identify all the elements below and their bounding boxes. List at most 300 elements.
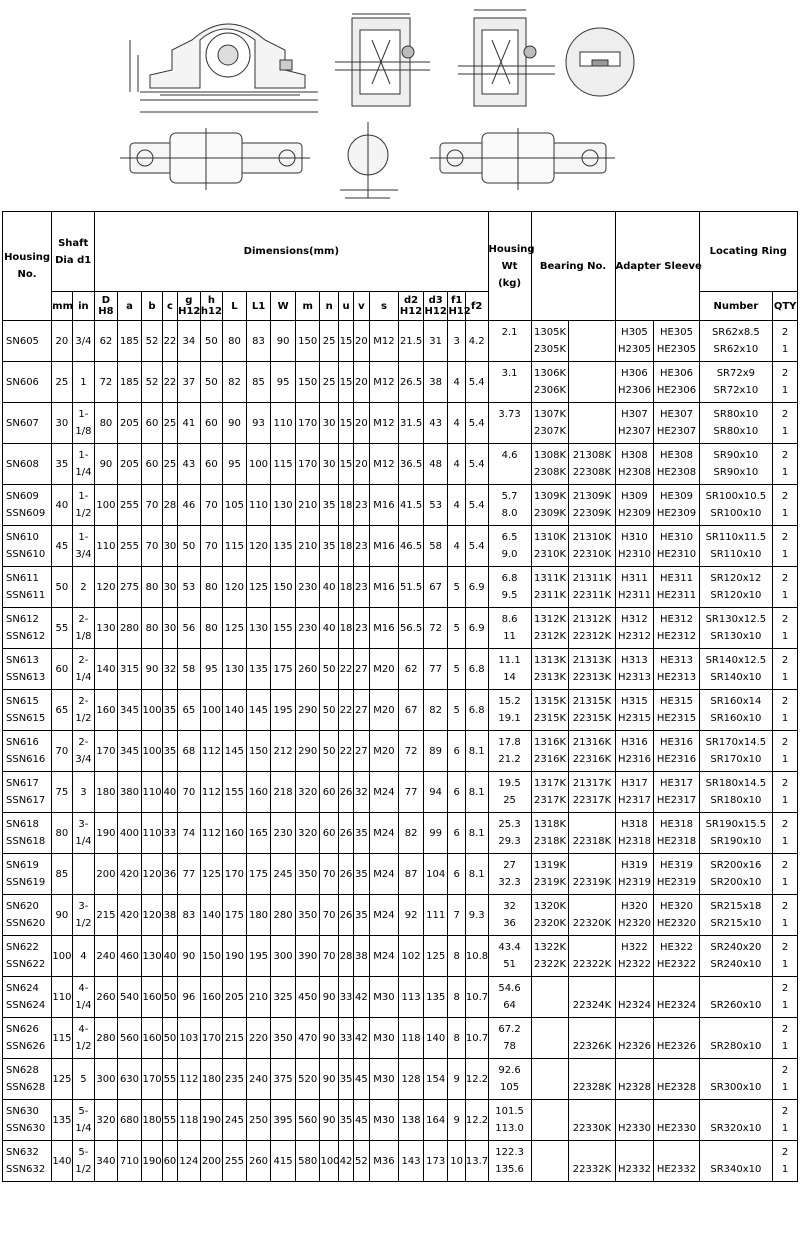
cell-g: 77 (178, 854, 201, 895)
cell-in: 2-1/8 (72, 608, 95, 649)
cell-f2: 12.2 (465, 1100, 488, 1141)
cell-as1: H312 H2312 (615, 608, 654, 649)
cell-brg1: 1308K 2308K (531, 444, 569, 485)
cell-f1: 3 (448, 321, 465, 362)
cell-as2: HE313 HE2313 (654, 649, 699, 690)
cell-D: 140 (95, 649, 118, 690)
cell-h: 160 (200, 977, 223, 1018)
cell-u: 15 (338, 321, 353, 362)
cell-mm: 30 (52, 403, 72, 444)
cell-s: M16 (369, 485, 399, 526)
cell-n: 30 (320, 444, 338, 485)
cell-b: 120 (142, 854, 162, 895)
cell-L1: 150 (246, 731, 271, 772)
cell-c: 28 (162, 485, 177, 526)
cell-brg1: 1322K 2322K (531, 936, 569, 977)
cell-m: 290 (295, 690, 320, 731)
cell-W: 212 (271, 731, 296, 772)
cell-f2: 8.1 (465, 854, 488, 895)
cell-housing: SN620 SSN620 (3, 895, 52, 936)
cell-L: 80 (223, 321, 247, 362)
cell-n: 30 (320, 403, 338, 444)
cell-b: 60 (142, 403, 162, 444)
cell-n: 40 (320, 567, 338, 608)
cell-c: 40 (162, 772, 177, 813)
cell-b: 160 (142, 1018, 162, 1059)
cell-as2: HE310 HE2310 (654, 526, 699, 567)
cell-brg2: 21316K 22316K (569, 731, 615, 772)
cell-brg2: 22320K (569, 895, 615, 936)
cell-a: 680 (117, 1100, 142, 1141)
cell-d3: 82 (423, 690, 448, 731)
header-L: L (223, 292, 247, 321)
cell-wt: 54.6 64 (488, 977, 531, 1018)
cell-D: 90 (95, 444, 118, 485)
header-adapter: Adapter Sleeve (615, 212, 699, 321)
cell-m: 170 (295, 444, 320, 485)
table-row (3, 854, 798, 895)
cell-brg2: 22328K (569, 1059, 615, 1100)
cell-brg1 (531, 1141, 569, 1182)
header-d2: d2 H12 (399, 292, 424, 321)
cell-wt: 17.8 21.2 (488, 731, 531, 772)
cell-n: 70 (320, 854, 338, 895)
cell-W: 218 (271, 772, 296, 813)
cell-c: 30 (162, 567, 177, 608)
cell-d2: 56.5 (399, 608, 424, 649)
cell-f2: 10.7 (465, 1018, 488, 1059)
cell-as2: HE308 HE2308 (654, 444, 699, 485)
cell-L1: 130 (246, 608, 271, 649)
table-row (3, 362, 798, 403)
cell-g: 56 (178, 608, 201, 649)
cell-W: 90 (271, 321, 296, 362)
cell-s: M30 (369, 1018, 399, 1059)
cell-L: 205 (223, 977, 247, 1018)
cell-d3: 77 (423, 649, 448, 690)
cell-qty: 2 1 (773, 1141, 798, 1182)
cell-brg2: 21310K 22310K (569, 526, 615, 567)
cell-f2: 6.9 (465, 567, 488, 608)
cell-u: 18 (338, 526, 353, 567)
cell-D: 260 (95, 977, 118, 1018)
cell-in: 4-1/4 (72, 977, 95, 1018)
cell-d3: 111 (423, 895, 448, 936)
cell-L: 120 (223, 567, 247, 608)
cell-housing: SN622 SSN622 (3, 936, 52, 977)
cell-wt: 3.1 (488, 362, 531, 403)
cell-brg2: 21312K 22312K (569, 608, 615, 649)
cell-v: 38 (354, 936, 369, 977)
cell-v: 23 (354, 608, 369, 649)
cell-in: 4-1/2 (72, 1018, 95, 1059)
cell-mm: 80 (52, 813, 72, 854)
cell-f1: 4 (448, 444, 465, 485)
cell-housing: SN611 SSN611 (3, 567, 52, 608)
cell-c: 55 (162, 1059, 177, 1100)
cell-in: 3-1/2 (72, 895, 95, 936)
cell-h: 70 (200, 485, 223, 526)
cell-W: 230 (271, 813, 296, 854)
cell-g: 83 (178, 895, 201, 936)
cell-as2: HE320 HE2320 (654, 895, 699, 936)
cell-h: 100 (200, 690, 223, 731)
cell-in: 2 (72, 567, 95, 608)
cell-L1: 165 (246, 813, 271, 854)
cell-u: 22 (338, 649, 353, 690)
cell-h: 50 (200, 362, 223, 403)
cell-W: 350 (271, 1018, 296, 1059)
cell-W: 395 (271, 1100, 296, 1141)
cell-c: 38 (162, 895, 177, 936)
cell-in: 1-3/4 (72, 526, 95, 567)
cell-brg2: 21317K 22317K (569, 772, 615, 813)
cell-qty: 2 1 (773, 690, 798, 731)
cell-mm: 35 (52, 444, 72, 485)
header-u: u (338, 292, 353, 321)
cell-L: 170 (223, 854, 247, 895)
cell-a: 460 (117, 936, 142, 977)
table-row (3, 731, 798, 772)
cell-W: 135 (271, 526, 296, 567)
cell-h: 95 (200, 649, 223, 690)
cell-f1: 4 (448, 485, 465, 526)
cell-f2: 8.1 (465, 772, 488, 813)
cell-brg2: 22318K (569, 813, 615, 854)
cell-g: 53 (178, 567, 201, 608)
cell-mm: 135 (52, 1100, 72, 1141)
cell-m: 210 (295, 526, 320, 567)
cell-b: 110 (142, 772, 162, 813)
cell-f1: 8 (448, 1018, 465, 1059)
cell-f2: 6.9 (465, 608, 488, 649)
cell-qty: 2 1 (773, 321, 798, 362)
cell-W: 325 (271, 977, 296, 1018)
cell-wt: 101.5 113.0 (488, 1100, 531, 1141)
cell-u: 26 (338, 772, 353, 813)
cell-housing: SN610 SSN610 (3, 526, 52, 567)
table-row (3, 649, 798, 690)
cell-ring: SR215x18 SR215x10 (699, 895, 773, 936)
cell-c: 60 (162, 1141, 177, 1182)
cell-a: 420 (117, 854, 142, 895)
cell-W: 245 (271, 854, 296, 895)
cell-d2: 118 (399, 1018, 424, 1059)
cell-m: 520 (295, 1059, 320, 1100)
cell-h: 170 (200, 1018, 223, 1059)
cell-d2: 82 (399, 813, 424, 854)
cell-d2: 62 (399, 649, 424, 690)
cell-L: 235 (223, 1059, 247, 1100)
cell-L1: 195 (246, 936, 271, 977)
cell-ring: SR130x12.5 SR130x10 (699, 608, 773, 649)
cell-wt: 2.1 (488, 321, 531, 362)
table-row (3, 567, 798, 608)
cell-as2: HE2324 (654, 977, 699, 1018)
cell-D: 72 (95, 362, 118, 403)
cell-m: 230 (295, 567, 320, 608)
cell-W: 195 (271, 690, 296, 731)
cell-wt: 11.1 14 (488, 649, 531, 690)
cell-L1: 110 (246, 485, 271, 526)
header-a: a (117, 292, 142, 321)
cell-n: 25 (320, 362, 338, 403)
cell-c: 30 (162, 608, 177, 649)
cell-a: 420 (117, 895, 142, 936)
cell-m: 260 (295, 649, 320, 690)
cell-d3: 99 (423, 813, 448, 854)
cell-brg1: 1310K 2310K (531, 526, 569, 567)
cell-brg1 (531, 1018, 569, 1059)
cell-h: 200 (200, 1141, 223, 1182)
cell-wt: 92.6 105 (488, 1059, 531, 1100)
cell-v: 23 (354, 567, 369, 608)
cell-ring: SR240x20 SR240x10 (699, 936, 773, 977)
cell-brg1 (531, 1059, 569, 1100)
cell-brg2: 22324K (569, 977, 615, 1018)
cell-v: 35 (354, 895, 369, 936)
cell-in: 5-1/4 (72, 1100, 95, 1141)
cell-L: 155 (223, 772, 247, 813)
cell-housing: SN628 SSN628 (3, 1059, 52, 1100)
cell-n: 100 (320, 1141, 338, 1182)
table-row (3, 321, 798, 362)
cell-D: 320 (95, 1100, 118, 1141)
cell-in: 2-1/4 (72, 649, 95, 690)
cell-mm: 85 (52, 854, 72, 895)
cell-in: 2-1/2 (72, 690, 95, 731)
cell-s: M36 (369, 1141, 399, 1182)
cell-as1: H309 H2309 (615, 485, 654, 526)
cell-D: 190 (95, 813, 118, 854)
cell-m: 390 (295, 936, 320, 977)
cell-f1: 9 (448, 1100, 465, 1141)
cell-wt: 4.6 (488, 444, 531, 485)
cell-n: 40 (320, 608, 338, 649)
cell-brg2: 22322K (569, 936, 615, 977)
cell-wt: 6.5 9.0 (488, 526, 531, 567)
cell-in: 1 (72, 362, 95, 403)
cell-as2: HE306 HE2306 (654, 362, 699, 403)
cell-qty: 2 1 (773, 649, 798, 690)
cell-D: 100 (95, 485, 118, 526)
cell-mm: 90 (52, 895, 72, 936)
cell-L: 140 (223, 690, 247, 731)
cell-c: 32 (162, 649, 177, 690)
cell-d2: 31.5 (399, 403, 424, 444)
cell-v: 45 (354, 1100, 369, 1141)
cell-ring: SR72x9 SR72x10 (699, 362, 773, 403)
cell-s: M24 (369, 895, 399, 936)
cell-v: 42 (354, 1018, 369, 1059)
cell-as1: H311 H2311 (615, 567, 654, 608)
cell-m: 170 (295, 403, 320, 444)
cell-in: 3-1/4 (72, 813, 95, 854)
cell-n: 50 (320, 649, 338, 690)
cell-housing: SN612 SSN612 (3, 608, 52, 649)
cell-n: 50 (320, 690, 338, 731)
cell-ring: SR160x14 SR160x10 (699, 690, 773, 731)
cell-qty: 2 1 (773, 567, 798, 608)
cell-W: 175 (271, 649, 296, 690)
cell-m: 560 (295, 1100, 320, 1141)
table-row (3, 690, 798, 731)
cell-f1: 9 (448, 1059, 465, 1100)
cell-housing: SN613 SSN613 (3, 649, 52, 690)
cell-g: 74 (178, 813, 201, 854)
cell-wt: 122.3 135.6 (488, 1141, 531, 1182)
cell-D: 240 (95, 936, 118, 977)
cell-d3: 135 (423, 977, 448, 1018)
cell-h: 112 (200, 731, 223, 772)
header-mm: mm (52, 292, 72, 321)
cell-f1: 6 (448, 731, 465, 772)
cell-L1: 125 (246, 567, 271, 608)
cell-qty: 2 1 (773, 895, 798, 936)
cell-D: 170 (95, 731, 118, 772)
cell-L1: 83 (246, 321, 271, 362)
cell-d3: 48 (423, 444, 448, 485)
table-row (3, 444, 798, 485)
cell-s: M24 (369, 772, 399, 813)
cell-brg1: 1316K 2316K (531, 731, 569, 772)
cell-L: 145 (223, 731, 247, 772)
cell-L: 215 (223, 1018, 247, 1059)
cell-mm: 50 (52, 567, 72, 608)
header-wt: Housing Wt (kg) (488, 212, 531, 321)
table-row (3, 485, 798, 526)
cell-L: 190 (223, 936, 247, 977)
cell-u: 33 (338, 977, 353, 1018)
cell-a: 345 (117, 731, 142, 772)
table-row (3, 1018, 798, 1059)
cell-n: 50 (320, 731, 338, 772)
cell-wt: 5.7 8.0 (488, 485, 531, 526)
cell-a: 315 (117, 649, 142, 690)
cell-mm: 65 (52, 690, 72, 731)
cell-s: M24 (369, 854, 399, 895)
cell-wt: 6.8 9.5 (488, 567, 531, 608)
cell-qty: 2 1 (773, 936, 798, 977)
table-row (3, 936, 798, 977)
cell-f1: 8 (448, 977, 465, 1018)
cell-L1: 145 (246, 690, 271, 731)
cell-d2: 113 (399, 977, 424, 1018)
cell-W: 110 (271, 403, 296, 444)
cell-c: 36 (162, 854, 177, 895)
cell-ring: SR100x10.5 SR100x10 (699, 485, 773, 526)
cell-qty: 2 1 (773, 731, 798, 772)
cell-m: 210 (295, 485, 320, 526)
cell-s: M20 (369, 649, 399, 690)
cell-d3: 58 (423, 526, 448, 567)
cell-d2: 87 (399, 854, 424, 895)
cell-a: 255 (117, 485, 142, 526)
cell-brg1: 1318K 2318K (531, 813, 569, 854)
cell-brg2: 21311K 22311K (569, 567, 615, 608)
cell-f2: 9.3 (465, 895, 488, 936)
cell-W: 300 (271, 936, 296, 977)
header-W: W (271, 292, 296, 321)
cell-c: 22 (162, 362, 177, 403)
cell-in: 5 (72, 1059, 95, 1100)
cell-g: 118 (178, 1100, 201, 1141)
cell-f2: 10.7 (465, 977, 488, 1018)
cell-v: 27 (354, 649, 369, 690)
cell-b: 170 (142, 1059, 162, 1100)
cell-f1: 7 (448, 895, 465, 936)
cell-d3: 31 (423, 321, 448, 362)
cell-u: 15 (338, 362, 353, 403)
cell-b: 70 (142, 526, 162, 567)
cell-ring: SR170x14.5 SR170x10 (699, 731, 773, 772)
header-b: b (142, 292, 162, 321)
cell-v: 42 (354, 977, 369, 1018)
cell-u: 42 (338, 1141, 353, 1182)
cell-D: 120 (95, 567, 118, 608)
header-s: s (369, 292, 399, 321)
cell-d3: 125 (423, 936, 448, 977)
header-g: g H12 (178, 292, 201, 321)
cell-d3: 38 (423, 362, 448, 403)
cell-housing: SN617 SSN617 (3, 772, 52, 813)
cell-as1: H2324 (615, 977, 654, 1018)
cell-n: 90 (320, 1059, 338, 1100)
cell-wt: 8.6 11 (488, 608, 531, 649)
cell-mm: 40 (52, 485, 72, 526)
table-row (3, 403, 798, 444)
cell-a: 345 (117, 690, 142, 731)
cell-L: 90 (223, 403, 247, 444)
cell-f1: 5 (448, 608, 465, 649)
cell-u: 28 (338, 936, 353, 977)
cell-L: 245 (223, 1100, 247, 1141)
cell-b: 80 (142, 567, 162, 608)
table-row (3, 608, 798, 649)
cell-wt: 3.73 (488, 403, 531, 444)
cell-f1: 8 (448, 936, 465, 977)
cell-a: 205 (117, 403, 142, 444)
cell-c: 40 (162, 936, 177, 977)
cell-as2: HE318 HE2318 (654, 813, 699, 854)
cell-mm: 125 (52, 1059, 72, 1100)
table-row (3, 977, 798, 1018)
cell-c: 35 (162, 690, 177, 731)
cell-D: 215 (95, 895, 118, 936)
cell-d2: 21.5 (399, 321, 424, 362)
cell-s: M20 (369, 731, 399, 772)
cell-as1: H2328 (615, 1059, 654, 1100)
cell-as2: HE316 HE2316 (654, 731, 699, 772)
cell-d2: 102 (399, 936, 424, 977)
cell-housing: SN630 SSN630 (3, 1100, 52, 1141)
cell-b: 100 (142, 690, 162, 731)
cell-n: 60 (320, 772, 338, 813)
cell-in: 4 (72, 936, 95, 977)
cell-f2: 5.4 (465, 403, 488, 444)
cell-as2: HE322 HE2322 (654, 936, 699, 977)
cell-c: 50 (162, 1018, 177, 1059)
cell-h: 140 (200, 895, 223, 936)
header-m: m (295, 292, 320, 321)
cell-a: 275 (117, 567, 142, 608)
cell-L1: 250 (246, 1100, 271, 1141)
cell-m: 150 (295, 321, 320, 362)
cell-s: M12 (369, 444, 399, 485)
cell-housing: SN608 (3, 444, 52, 485)
cell-u: 35 (338, 1059, 353, 1100)
cell-L: 95 (223, 444, 247, 485)
